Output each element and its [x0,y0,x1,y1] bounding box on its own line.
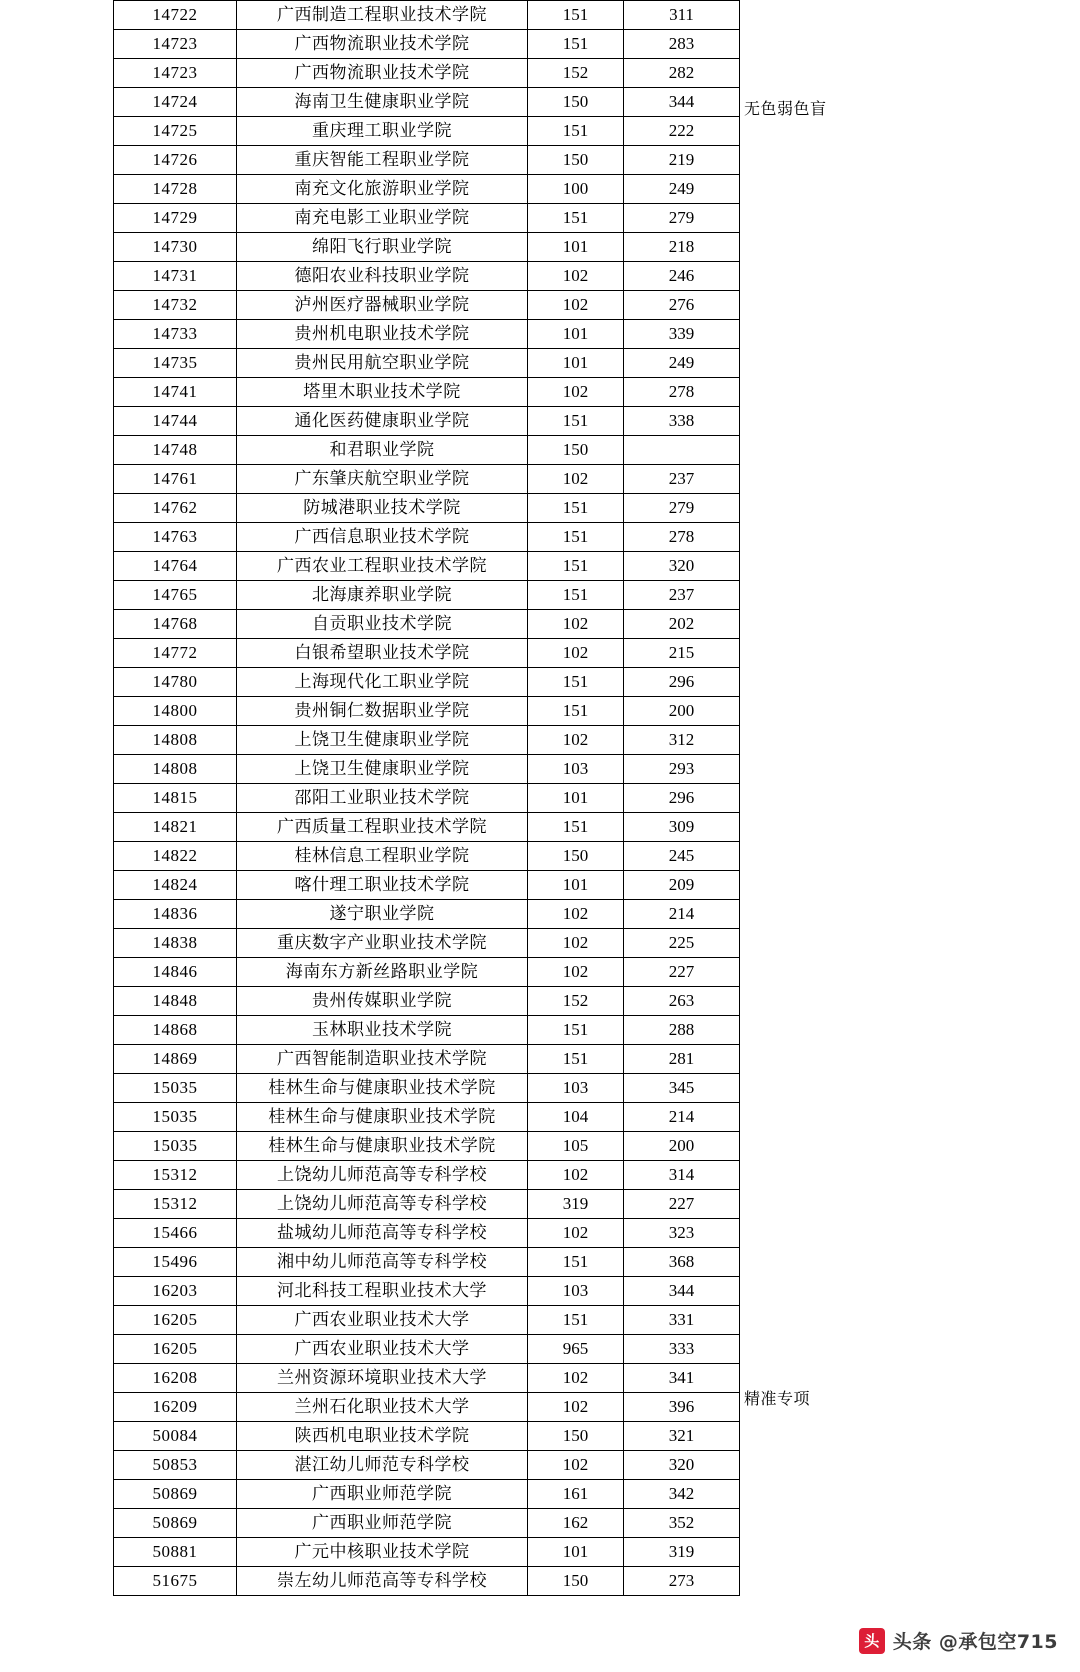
cell-major-code: 104 [528,1103,624,1132]
table-row [114,1132,740,1161]
cell-institution-name: 广西物流职业技术学院 [237,59,528,88]
table-row [114,929,740,958]
cell-major-code: 151 [528,1016,624,1045]
cell-institution-code: 50869 [114,1509,237,1538]
cell-score: 202 [624,610,740,639]
cell-score: 321 [624,1422,740,1451]
cell-major-code: 101 [528,233,624,262]
cell-major-code: 151 [528,1248,624,1277]
cell-major-code: 151 [528,1045,624,1074]
cell-major-code: 151 [528,494,624,523]
cell-institution-code: 14763 [114,523,237,552]
cell-score: 215 [624,639,740,668]
table-row [114,668,740,697]
cell-institution-name: 桂林生命与健康职业技术学院 [237,1074,528,1103]
cell-score: 323 [624,1219,740,1248]
cell-institution-name: 兰州资源环境职业技术大学 [237,1364,528,1393]
table-row [114,59,740,88]
table-row [114,378,740,407]
cell-major-code: 151 [528,697,624,726]
cell-score: 341 [624,1364,740,1393]
cell-score [624,436,740,465]
admission-score-table [113,0,740,1596]
cell-institution-code: 14836 [114,900,237,929]
cell-major-code: 102 [528,1364,624,1393]
cell-institution-code: 14846 [114,958,237,987]
cell-institution-code: 14800 [114,697,237,726]
cell-major-code: 150 [528,1422,624,1451]
cell-institution-code: 14748 [114,436,237,465]
cell-major-code: 102 [528,929,624,958]
cell-score: 344 [624,88,740,117]
cell-institution-code: 14726 [114,146,237,175]
cell-major-code: 102 [528,610,624,639]
cell-score: 345 [624,1074,740,1103]
cell-score: 246 [624,262,740,291]
cell-institution-name: 上饶卫生健康职业学院 [237,755,528,784]
table-row [114,88,740,117]
cell-major-code: 965 [528,1335,624,1364]
cell-score: 283 [624,30,740,59]
cell-major-code: 102 [528,1451,624,1480]
cell-institution-code: 14728 [114,175,237,204]
cell-institution-code: 14772 [114,639,237,668]
cell-major-code: 105 [528,1132,624,1161]
cell-major-code: 101 [528,871,624,900]
watermark-label: 头条 @承包空715 [892,1631,1058,1653]
cell-institution-code: 14761 [114,465,237,494]
cell-institution-code: 14730 [114,233,237,262]
table-row [114,1016,740,1045]
cell-major-code: 151 [528,1,624,30]
cell-institution-code: 15466 [114,1219,237,1248]
cell-score: 237 [624,465,740,494]
table-row [114,30,740,59]
cell-institution-code: 14722 [114,1,237,30]
table-row [114,1,740,30]
cell-institution-name: 通化医药健康职业学院 [237,407,528,436]
cell-major-code: 150 [528,436,624,465]
table-row [114,262,740,291]
cell-institution-code: 15035 [114,1132,237,1161]
table-row [114,1161,740,1190]
cell-institution-code: 14732 [114,291,237,320]
table-row [114,1393,740,1422]
cell-score: 320 [624,552,740,581]
cell-score: 245 [624,842,740,871]
table-row [114,204,740,233]
cell-major-code: 151 [528,30,624,59]
cell-major-code: 151 [528,523,624,552]
cell-major-code: 102 [528,262,624,291]
cell-institution-code: 14735 [114,349,237,378]
cell-major-code: 102 [528,958,624,987]
cell-institution-name: 重庆智能工程职业学院 [237,146,528,175]
cell-institution-name: 广西制造工程职业技术学院 [237,1,528,30]
cell-institution-code: 14869 [114,1045,237,1074]
table-row [114,871,740,900]
cell-institution-code: 15312 [114,1161,237,1190]
table-row [114,552,740,581]
cell-institution-name: 贵州民用航空职业学院 [237,349,528,378]
cell-major-code: 100 [528,175,624,204]
cell-institution-code: 14765 [114,581,237,610]
cell-score: 227 [624,1190,740,1219]
table-row [114,1335,740,1364]
cell-institution-code: 15035 [114,1074,237,1103]
cell-institution-code: 14815 [114,784,237,813]
cell-institution-name: 重庆理工职业学院 [237,117,528,146]
table-row [114,813,740,842]
cell-institution-name: 泸州医疗器械职业学院 [237,291,528,320]
cell-major-code: 319 [528,1190,624,1219]
table-row [114,1219,740,1248]
table-row [114,1509,740,1538]
table-row [114,117,740,146]
cell-score: 296 [624,668,740,697]
watermark [859,1627,1058,1654]
cell-institution-name: 广西农业工程职业技术学院 [237,552,528,581]
cell-major-code: 162 [528,1509,624,1538]
cell-institution-code: 15496 [114,1248,237,1277]
cell-institution-name: 盐城幼儿师范高等专科学校 [237,1219,528,1248]
cell-institution-name: 自贡职业技术学院 [237,610,528,639]
cell-institution-name: 北海康养职业学院 [237,581,528,610]
cell-score: 344 [624,1277,740,1306]
cell-score: 214 [624,900,740,929]
cell-major-code: 150 [528,1567,624,1596]
cell-score: 320 [624,1451,740,1480]
cell-institution-name: 广元中核职业技术学院 [237,1538,528,1567]
cell-institution-name: 广西职业师范学院 [237,1509,528,1538]
cell-institution-name: 绵阳飞行职业学院 [237,233,528,262]
cell-institution-name: 贵州机电职业技术学院 [237,320,528,349]
cell-major-code: 151 [528,813,624,842]
cell-institution-code: 14808 [114,726,237,755]
cell-major-code: 102 [528,726,624,755]
table-row [114,1480,740,1509]
cell-institution-name: 河北科技工程职业技术大学 [237,1277,528,1306]
cell-institution-code: 14808 [114,755,237,784]
table-row [114,1538,740,1567]
table-row [114,291,740,320]
table-row [114,639,740,668]
cell-score: 333 [624,1335,740,1364]
cell-institution-name: 桂林信息工程职业学院 [237,842,528,871]
cell-institution-name: 遂宁职业学院 [237,900,528,929]
cell-institution-code: 14762 [114,494,237,523]
cell-institution-name: 广西农业职业技术大学 [237,1306,528,1335]
cell-institution-code: 15035 [114,1103,237,1132]
table-row [114,465,740,494]
table-row [114,610,740,639]
cell-major-code: 101 [528,784,624,813]
table-row [114,436,740,465]
cell-major-code: 103 [528,755,624,784]
cell-score: 209 [624,871,740,900]
cell-institution-code: 16208 [114,1364,237,1393]
cell-institution-name: 防城港职业技术学院 [237,494,528,523]
cell-score: 227 [624,958,740,987]
cell-institution-code: 14725 [114,117,237,146]
table-row [114,1103,740,1132]
cell-institution-code: 50084 [114,1422,237,1451]
table-row [114,987,740,1016]
cell-score: 311 [624,1,740,30]
cell-institution-name: 上饶幼儿师范高等专科学校 [237,1190,528,1219]
cell-institution-code: 16203 [114,1277,237,1306]
cell-score: 319 [624,1538,740,1567]
cell-institution-name: 上饶幼儿师范高等专科学校 [237,1161,528,1190]
table-row [114,523,740,552]
cell-score: 281 [624,1045,740,1074]
cell-score: 225 [624,929,740,958]
cell-institution-code: 14822 [114,842,237,871]
cell-score: 396 [624,1393,740,1422]
cell-institution-code: 14724 [114,88,237,117]
cell-institution-code: 14764 [114,552,237,581]
cell-major-code: 103 [528,1277,624,1306]
cell-institution-name: 广西职业师范学院 [237,1480,528,1509]
table-row [114,1190,740,1219]
table-row [114,175,740,204]
cell-institution-name: 和君职业学院 [237,436,528,465]
cell-major-code: 150 [528,88,624,117]
table-row [114,1074,740,1103]
cell-institution-name: 喀什理工职业技术学院 [237,871,528,900]
cell-institution-code: 16209 [114,1393,237,1422]
cell-institution-name: 海南卫生健康职业学院 [237,88,528,117]
table-row [114,1045,740,1074]
cell-institution-code: 51675 [114,1567,237,1596]
cell-institution-name: 玉林职业技术学院 [237,1016,528,1045]
table-row [114,349,740,378]
cell-major-code: 102 [528,291,624,320]
cell-score: 273 [624,1567,740,1596]
cell-institution-code: 14733 [114,320,237,349]
cell-institution-code: 16205 [114,1306,237,1335]
cell-score: 338 [624,407,740,436]
cell-score: 218 [624,233,740,262]
cell-institution-name: 南充文化旅游职业学院 [237,175,528,204]
cell-institution-code: 14723 [114,59,237,88]
cell-score: 314 [624,1161,740,1190]
table-row [114,1277,740,1306]
cell-institution-code: 14848 [114,987,237,1016]
cell-major-code: 102 [528,639,624,668]
cell-major-code: 151 [528,552,624,581]
table-row [114,726,740,755]
table-row [114,407,740,436]
cell-score: 222 [624,117,740,146]
table-row [114,1306,740,1335]
cell-score: 331 [624,1306,740,1335]
cell-score: 368 [624,1248,740,1277]
cell-major-code: 102 [528,900,624,929]
cell-institution-name: 湘中幼儿师范高等专科学校 [237,1248,528,1277]
headline-icon: 头 [859,1628,885,1654]
table-row [114,494,740,523]
cell-major-code: 151 [528,204,624,233]
cell-institution-name: 广西物流职业技术学院 [237,30,528,59]
cell-major-code: 101 [528,320,624,349]
cell-major-code: 102 [528,1161,624,1190]
cell-major-code: 150 [528,146,624,175]
table-row [114,1364,740,1393]
cell-score: 342 [624,1480,740,1509]
cell-score: 293 [624,755,740,784]
cell-institution-name: 广西质量工程职业技术学院 [237,813,528,842]
cell-institution-code: 14729 [114,204,237,233]
cell-institution-code: 14780 [114,668,237,697]
cell-major-code: 152 [528,59,624,88]
cell-score: 279 [624,204,740,233]
cell-institution-name: 白银希望职业技术学院 [237,639,528,668]
table-row [114,233,740,262]
cell-major-code: 151 [528,117,624,146]
cell-institution-name: 南充电影工业职业学院 [237,204,528,233]
cell-major-code: 102 [528,465,624,494]
cell-major-code: 101 [528,1538,624,1567]
cell-institution-code: 14741 [114,378,237,407]
cell-major-code: 151 [528,668,624,697]
cell-score: 200 [624,1132,740,1161]
cell-institution-name: 德阳农业科技职业学院 [237,262,528,291]
cell-institution-name: 上饶卫生健康职业学院 [237,726,528,755]
cell-score: 278 [624,378,740,407]
cell-major-code: 102 [528,378,624,407]
table-row [114,146,740,175]
cell-note: 精准专项 [744,1389,811,1408]
cell-major-code: 102 [528,1393,624,1422]
cell-institution-code: 14731 [114,262,237,291]
cell-institution-name: 桂林生命与健康职业技术学院 [237,1103,528,1132]
table-row [114,755,740,784]
cell-institution-name: 兰州石化职业技术大学 [237,1393,528,1422]
table-row [114,697,740,726]
cell-institution-name: 广西智能制造职业技术学院 [237,1045,528,1074]
cell-institution-code: 14723 [114,30,237,59]
table-row [114,1422,740,1451]
cell-institution-code: 50869 [114,1480,237,1509]
cell-score: 263 [624,987,740,1016]
table-row [114,784,740,813]
cell-major-code: 151 [528,581,624,610]
cell-score: 249 [624,175,740,204]
cell-major-code: 152 [528,987,624,1016]
cell-institution-code: 14868 [114,1016,237,1045]
cell-institution-code: 50881 [114,1538,237,1567]
cell-institution-code: 14744 [114,407,237,436]
table-row [114,900,740,929]
cell-institution-name: 海南东方新丝路职业学院 [237,958,528,987]
cell-institution-name: 广西农业职业技术大学 [237,1335,528,1364]
cell-score: 282 [624,59,740,88]
cell-score: 200 [624,697,740,726]
cell-institution-code: 50853 [114,1451,237,1480]
cell-institution-name: 桂林生命与健康职业技术学院 [237,1132,528,1161]
cell-score: 352 [624,1509,740,1538]
table-row [114,581,740,610]
cell-institution-name: 湛江幼儿师范专科学校 [237,1451,528,1480]
cell-note: 无色弱色盲 [744,99,827,118]
cell-institution-code: 14821 [114,813,237,842]
cell-score: 312 [624,726,740,755]
cell-institution-name: 重庆数字产业职业技术学院 [237,929,528,958]
cell-major-code: 101 [528,349,624,378]
table-row [114,1567,740,1596]
cell-score: 309 [624,813,740,842]
cell-score: 219 [624,146,740,175]
cell-institution-name: 陕西机电职业技术学院 [237,1422,528,1451]
table-row [114,842,740,871]
cell-major-code: 151 [528,1306,624,1335]
cell-institution-name: 塔里木职业技术学院 [237,378,528,407]
cell-score: 339 [624,320,740,349]
cell-major-code: 151 [528,407,624,436]
cell-score: 278 [624,523,740,552]
cell-institution-code: 14768 [114,610,237,639]
table-row [114,320,740,349]
cell-score: 214 [624,1103,740,1132]
cell-institution-code: 14824 [114,871,237,900]
cell-institution-name: 贵州传媒职业学院 [237,987,528,1016]
cell-institution-name: 广东肇庆航空职业学院 [237,465,528,494]
table-row [114,1451,740,1480]
cell-institution-code: 14838 [114,929,237,958]
cell-institution-name: 邵阳工业职业技术学院 [237,784,528,813]
cell-major-code: 103 [528,1074,624,1103]
cell-institution-name: 上海现代化工职业学院 [237,668,528,697]
cell-institution-code: 15312 [114,1190,237,1219]
cell-score: 296 [624,784,740,813]
cell-score: 237 [624,581,740,610]
cell-institution-name: 崇左幼儿师范高等专科学校 [237,1567,528,1596]
cell-score: 249 [624,349,740,378]
table-body [114,1,740,1596]
table-row [114,958,740,987]
cell-score: 279 [624,494,740,523]
cell-institution-name: 贵州铜仁数据职业学院 [237,697,528,726]
cell-major-code: 102 [528,1219,624,1248]
cell-major-code: 150 [528,842,624,871]
table-row [114,1248,740,1277]
cell-score: 288 [624,1016,740,1045]
cell-institution-name: 广西信息职业技术学院 [237,523,528,552]
cell-institution-code: 16205 [114,1335,237,1364]
cell-major-code: 161 [528,1480,624,1509]
cell-score: 276 [624,291,740,320]
